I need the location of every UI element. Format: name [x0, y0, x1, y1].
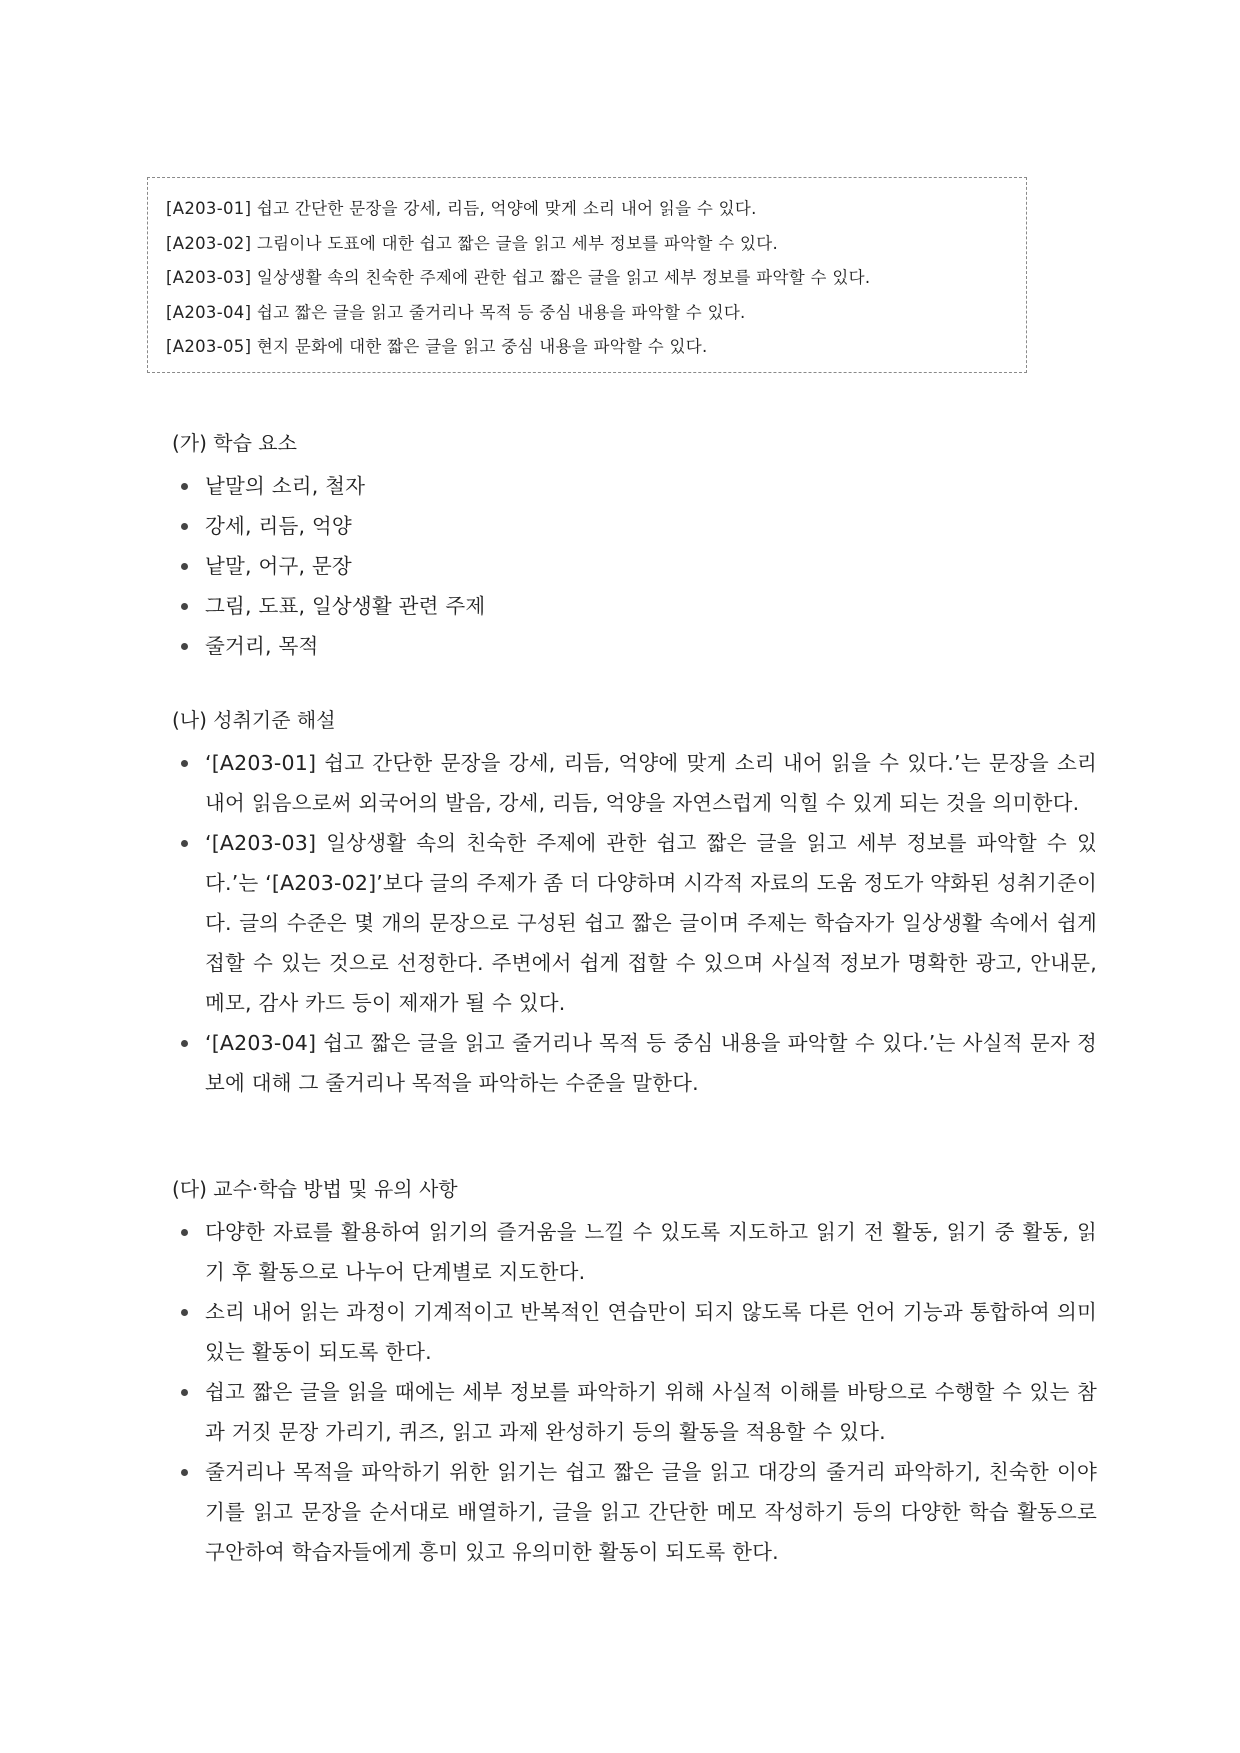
- list-item-text: 낱말의 소리, 철자: [205, 474, 366, 498]
- list-item: [172, 1023, 1097, 1103]
- bullet-icon: [181, 1469, 188, 1476]
- bullet-icon: [181, 1229, 188, 1236]
- standards-explanation-heading: (나) 성취기준 해설: [172, 708, 336, 732]
- list-item: [172, 626, 1097, 666]
- list-item-text: 줄거리, 목적: [205, 634, 319, 658]
- list-item: [172, 823, 1097, 1023]
- bullet-icon: [181, 563, 188, 570]
- list-item-text: 소리 내어 읽는 과정이 기계적이고 반복적인 연습만이 되지 않도록 다른 언어 기능과 통합하여 의미 있는 활동이 되도록 한다.: [205, 1300, 1097, 1364]
- standard-line-a203-05: [A203-05] 현지 문화에 대한 짧은 글을 읽고 중심 내용을 파악할 수 있다.: [166, 337, 708, 356]
- list-item: [172, 546, 1097, 586]
- list-item: [172, 506, 1097, 546]
- list-item-text: 다양한 자료를 활용하여 읽기의 즐거움을 느낄 수 있도록 지도하고 읽기 전 활동, 읽기 중 활동, 읽기 후 활동으로 나누어 단계별로 지도한다.: [205, 1220, 1097, 1284]
- bullet-icon: [181, 483, 188, 490]
- standard-line-a203-03: [A203-03] 일상생활 속의 친숙한 주제에 관한 쉽고 짧은 글을 읽고 세부 정보를 파악할 수 있다.: [166, 268, 871, 287]
- learning-elements-list: [172, 466, 1097, 666]
- standards-explanation-list: [172, 743, 1097, 1103]
- standard-line-a203-04: [A203-04] 쉽고 짧은 글을 읽고 줄거리나 목적 등 중심 내용을 파악할 수 있다.: [166, 302, 746, 322]
- list-item-text: ‘[A203-03] 일상생활 속의 친숙한 주제에 관한 쉽고 짧은 글을 읽고 세부 정보를 파악할 수 있다.’는 ‘[A203-02]’보다 글의 주제가 좀 더 다양하며 시각적 자료의 도움 정도가 약화된 성취기준이다. 글의 수준은 몇 개의 문장으로 구성된 쉽고 짧은 글이며 주제는 학습자가 일상생활 속에서 쉽게 접할 수 있는 것으로 선정한다. 주변에서 쉽게 접할 수 있으며 사실적 정보가 명확한 광고, 안내문, 메모, 감사 카드 등이 제재가 될 수 있다.: [205, 831, 1097, 1015]
- list-item: [172, 1292, 1097, 1372]
- list-item: [172, 1212, 1097, 1292]
- learning-elements-section: [172, 428, 1097, 666]
- achievement-standards-box: [147, 177, 1027, 373]
- bullet-icon: [181, 1309, 188, 1316]
- learning-elements-heading: (가) 학습 요소: [172, 431, 297, 455]
- bullet-icon: [181, 643, 188, 650]
- list-item-text: 그림, 도표, 일상생활 관련 주제: [205, 594, 486, 618]
- list-item-text: 낱말, 어구, 문장: [205, 554, 352, 578]
- teaching-methods-list: [172, 1212, 1097, 1572]
- list-item: [172, 586, 1097, 626]
- bullet-icon: [181, 523, 188, 530]
- list-item-text: ‘[A203-01] 쉽고 간단한 문장을 강세, 리듬, 억양에 맞게 소리 내어 읽을 수 있다.’는 문장을 소리 내어 읽음으로써 외국어의 발음, 강세, 리듬, 억양을 자연스럽게 익힐 수 있게 되는 것을 의미한다.: [205, 751, 1097, 815]
- list-item-text: ‘[A203-04] 쉽고 짧은 글을 읽고 줄거리나 목적 등 중심 내용을 파악할 수 있다.’는 사실적 문자 정보에 대해 그 줄거리나 목적을 파악하는 수준을 말한다.: [205, 1031, 1097, 1095]
- list-item-text: 쉽고 짧은 글을 읽을 때에는 세부 정보를 파악하기 위해 사실적 이해를 바탕으로 수행할 수 있는 참과 거짓 문장 가리기, 퀴즈, 읽고 과제 완성하기 등의 활동을 적용할 수 있다.: [205, 1380, 1097, 1444]
- bullet-icon: [181, 760, 188, 767]
- list-item: [172, 466, 1097, 506]
- list-item: [172, 1452, 1097, 1572]
- list-item: [172, 743, 1097, 823]
- list-item-text: 강세, 리듬, 억양: [205, 514, 352, 538]
- standard-line-a203-01: [A203-01] 쉽고 간단한 문장을 강세, 리듬, 억양에 맞게 소리 내어 읽을 수 있다.: [166, 199, 757, 218]
- standard-line-a203-02: [A203-02] 그림이나 도표에 대한 쉽고 짧은 글을 읽고 세부 정보를 파악할 수 있다.: [166, 233, 779, 253]
- list-item: [172, 1372, 1097, 1452]
- bullet-icon: [181, 603, 188, 610]
- bullet-icon: [181, 1040, 188, 1047]
- teaching-methods-section: [172, 1174, 1097, 1572]
- standards-explanation-section: [172, 705, 1097, 1103]
- bullet-icon: [181, 1389, 188, 1396]
- bullet-icon: [181, 840, 188, 847]
- list-item-text: 줄거리나 목적을 파악하기 위한 읽기는 쉽고 짧은 글을 읽고 대강의 줄거리 파악하기, 친숙한 이야기를 읽고 문장을 순서대로 배열하기, 글을 읽고 간단한 메모 작성하기 등의 다양한 학습 활동으로 구안하여 학습자들에게 흥미 있고 유의미한 활동이 되도록 한다.: [205, 1460, 1097, 1564]
- teaching-methods-heading: (다) 교수·학습 방법 및 유의 사항: [172, 1177, 458, 1201]
